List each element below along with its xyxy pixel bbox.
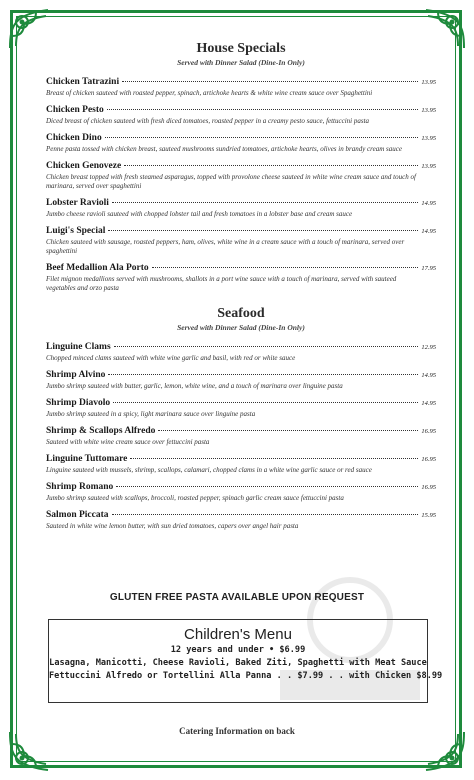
leader-dots [105,137,419,138]
leader-dots [152,267,419,268]
menu-item [46,397,436,419]
menu-content [46,40,436,537]
leader-dots [112,202,418,203]
item-name: Chicken Tatrazini [46,77,120,87]
childrens-age-price: 12 years and under • $6.99 [170,645,306,655]
section-title-house-specials: House Specials [196,41,286,56]
item-name: Shrimp & Scallops Alfredo [46,426,156,436]
item-price: 15.95 [421,512,436,519]
item-name: Linguine Clams [46,342,111,352]
leader-dots [114,346,419,347]
item-description: Sauteed with white wine cream sauce over fettuccini pasta [46,438,210,446]
item-price: 14.95 [421,400,436,407]
item-price: 13.95 [421,135,436,142]
item-price: 14.95 [421,200,436,207]
item-description: Chicken sauteed with sausage, roasted peppers, ham, olives, white wine in a cream sauce with a touch of marinara, served over spaghettini [46,238,405,255]
menu-item [46,160,436,191]
leader-dots [108,230,418,231]
item-price: 12.95 [421,344,436,351]
item-price: 17.95 [421,265,436,272]
section-subtitle: Served with Dinner Salad (Dine-In Only) [177,58,305,67]
item-name: Beef Medallion Ala Porto [46,263,149,273]
menu-item [46,76,436,98]
leader-dots [113,402,418,403]
section-subtitle: Served with Dinner Salad (Dine-In Only) [177,323,305,332]
gluten-free-notice: GLUTEN FREE PASTA AVAILABLE UPON REQUEST [109,592,365,603]
menu-item [46,341,436,363]
leader-dots [122,81,418,82]
menu-item [46,225,436,256]
item-price: 16.95 [421,484,436,491]
item-description: Jumbo cheese ravioli sauteed with chopped lobster tail and fresh tomatoes in a lobster base and cream sauce [46,210,353,218]
item-price: 13.95 [421,79,436,86]
menu-item [46,453,436,475]
menu-item [46,481,436,503]
menu-item [46,104,436,126]
item-price: 16.95 [421,456,436,463]
item-price: 13.95 [421,107,436,114]
leader-dots [124,165,418,166]
childrens-menu-box [48,619,443,703]
menu-item [46,197,436,219]
item-description: Penne pasta tossed with chicken breast, sauteed mushrooms sundried tomatoes, artichoke hearts, olives in brandy cream sauce [46,145,402,153]
item-name: Shrimp Romano [46,482,114,492]
leader-dots [107,109,419,110]
item-name: Lobster Ravioli [46,198,109,208]
item-description: Breast of chicken sauteed with roasted pepper, spinach, artichoke hearts & white wine cream sauce over Spaghettini [46,89,373,97]
item-name: Chicken Pesto [46,105,104,115]
menu-item [46,132,436,154]
menu-item [46,262,436,293]
leader-dots [108,374,418,375]
leader-dots [112,514,419,515]
item-name: Luigi's Special [46,226,106,236]
item-price: 16.95 [421,428,436,435]
leader-dots [130,458,418,459]
menu-item [46,509,436,531]
item-name: Linguine Tuttomare [46,454,128,464]
menu-item [46,369,436,391]
item-description: Jumbo shrimp sauteed in a spicy, light marinara sauce over linguine pasta [46,410,256,418]
item-description: Jumbo shrimp sauteed with scallops, broccoli, roasted pepper, spinach garlic cream sauce fettuccini pasta [46,494,344,502]
menu-item [46,425,436,447]
item-price: 14.95 [421,228,436,235]
item-price: 13.95 [421,163,436,170]
item-description: Diced breast of chicken sauteed with fresh diced tomatoes, roasted pepper in a creamy pesto sauce, fettuccini pasta [46,117,370,125]
item-description: Chicken breast topped with fresh steamed asparagus, topped with provolone cheese sauteed in white wine cream sauce and touch of marinara, served over spaghettini [46,173,416,190]
item-price: 14.95 [421,372,436,379]
item-name: Shrimp Alvino [46,370,106,380]
item-name: Salmon Piccata [46,510,109,520]
item-description: Filet mignon medallions served with mushrooms, shallots in a port wine sauce with a touch of marinara, served with sauteed vegetables and orzo pasta [46,275,397,292]
item-description: Sauteed in white wine lemon butter, with sun dried tomatoes, capers over angel hair pasta [46,522,299,530]
item-description: Linguine sauteed with mussels, shrimp, scallops, calamari, chopped clams in a white wine garlic sauce or red sauce [46,466,372,474]
leader-dots [158,430,418,431]
item-name: Chicken Dino [46,133,102,143]
childrens-items: Lasagna, Manicotti, Cheese Ravioli, Baked Ziti, Spaghetti with Meat Sauce [49,658,427,668]
section-title-seafood: Seafood [217,306,265,321]
item-name: Chicken Genoveze [46,161,122,171]
item-description: Chopped minced clams sauteed with white wine garlic and basil, with red or white sauce [46,354,296,362]
catering-note: Catering Information on back [179,726,295,736]
childrens-alfredo-line: Fettuccini Alfredo or Tortellini Alla Panna . . $7.99 . . with Chicken $8.99 [49,671,443,681]
childrens-menu-title: Children's Menu [184,626,292,643]
item-description: Jumbo shrimp sauteed with butter, garlic, lemon, white wine, and a touch of marinara over linguine pasta [46,382,343,390]
item-name: Shrimp Diavolo [46,398,111,408]
leader-dots [116,486,418,487]
